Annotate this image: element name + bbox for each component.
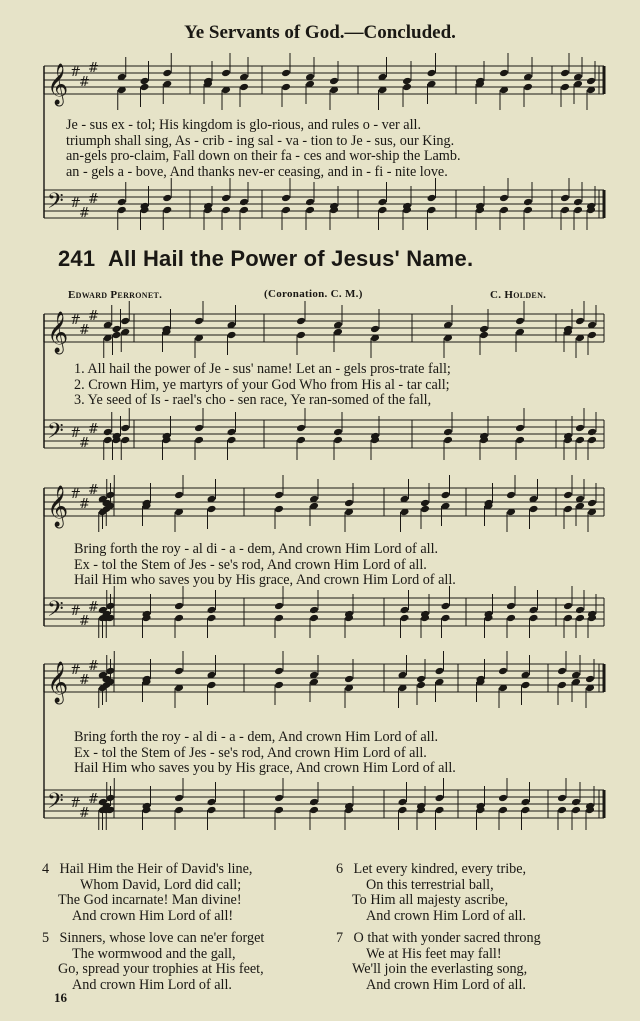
stanza-line: Go, spread your trophies at His feet, — [58, 961, 264, 978]
svg-text:#: # — [88, 309, 99, 324]
stanza-line: And crown Him Lord of all! — [72, 907, 234, 924]
stanza-line: Let every kindred, every tribe, — [353, 861, 527, 877]
concluded-hymn-heading: Ye Servants of God.—Concluded. — [184, 22, 456, 43]
svg-text:#: # — [88, 422, 99, 437]
lyric-line: 2. Crown Him, ye martyrs of your God Who from His al - tar call; — [74, 376, 450, 393]
svg-text:#: # — [79, 75, 90, 90]
lyric-line: Ex - tol the Stem of Jes - se's rod, And crown Him Lord of all. — [74, 556, 427, 573]
system1-lyrics — [74, 362, 451, 409]
svg-text:#: # — [88, 61, 99, 76]
stanza-7 — [336, 931, 541, 993]
lyric-line: Hail Him who saves you by His grace, And crown Him Lord of all. — [74, 760, 456, 776]
top-lyrics — [66, 118, 461, 180]
svg-text:#: # — [70, 604, 81, 619]
stanza-number: 6 — [336, 861, 344, 877]
svg-text:𝄢: 𝄢 — [47, 597, 64, 627]
stanza-line: We at His feet may fall! — [366, 945, 502, 962]
svg-text:#: # — [70, 313, 81, 328]
svg-text:𝄢: 𝄢 — [47, 789, 64, 819]
hymn-title: All Hail the Power of Jesus' Name. — [107, 246, 474, 271]
svg-text:𝄢: 𝄢 — [47, 419, 64, 449]
stanza-number: 4 — [42, 861, 50, 877]
lyric-line: Ex - tol the Stem of Jes - se's rod, And crown Him Lord of all. — [74, 744, 427, 761]
stanza-4 — [42, 862, 252, 924]
svg-text:𝄞: 𝄞 — [47, 64, 69, 105]
svg-text:#: # — [79, 673, 90, 688]
svg-text:#: # — [79, 497, 90, 512]
svg-text:#: # — [70, 426, 81, 441]
svg-text:#: # — [70, 65, 81, 80]
svg-text:#: # — [70, 796, 81, 811]
lyric-line: an-gels pro-claim, Fall down on their fa - ces and wor-ship the Lamb. — [66, 148, 461, 164]
lyric-line: an - gels a - bove, And thanks nev-er ceasing, and in - fi - nite love. — [66, 163, 448, 180]
svg-text:𝄞: 𝄞 — [47, 662, 69, 703]
svg-text:#: # — [79, 806, 90, 821]
svg-text:#: # — [70, 196, 81, 211]
svg-text:#: # — [88, 192, 99, 207]
lyric-line: 1. All hail the power of Je - sus' name! Let an - gels pros-trate fall; — [74, 361, 451, 377]
stanza-line: And crown Him Lord of all. — [72, 976, 232, 993]
system3-lyrics — [74, 730, 456, 777]
lyric-line: triumph shall sing, As - crib - ing sal - va - tion to Je - sus, our King. — [66, 132, 455, 149]
composer: C. Holden. — [490, 289, 547, 301]
hymn-title-line — [58, 246, 473, 272]
svg-text:#: # — [88, 483, 99, 498]
stanza-line: The wormwood and the gall, — [72, 945, 236, 962]
svg-text:𝄢: 𝄢 — [47, 189, 64, 219]
svg-text:#: # — [88, 659, 99, 674]
stanza-line: The God incarnate! Man divine! — [58, 892, 242, 909]
stanza-line: On this terrestrial ball, — [366, 876, 494, 893]
tune-name: (Coronation. C. M.) — [264, 288, 363, 300]
stanza-6 — [336, 862, 526, 924]
svg-text:𝄞: 𝄞 — [47, 312, 69, 353]
svg-text:#: # — [70, 487, 81, 502]
svg-text:#: # — [88, 600, 99, 615]
lyric-line: Bring forth the roy - al di - a - dem, And crown Him Lord of all. — [74, 541, 439, 557]
stanza-line: O that with yonder sacred throng — [353, 930, 541, 946]
system2-lyrics — [74, 542, 456, 589]
svg-text:#: # — [70, 663, 81, 678]
stanza-5 — [42, 931, 264, 993]
lyric-line: Hail Him who saves you by His grace, And crown Him Lord of all. — [74, 572, 456, 588]
stanza-line: Whom David, Lord did call; — [80, 876, 242, 893]
hymn-number: 241 — [58, 246, 96, 271]
lyric-line: 3. Ye seed of Is - rael's cho - sen race, Ye ran-somed of the fall, — [74, 392, 432, 408]
stanza-line: Hail Him the Heir of David's line, — [59, 861, 253, 877]
stanza-line: We'll join the everlasting song, — [352, 961, 528, 978]
svg-text:#: # — [88, 792, 99, 807]
author: Edward Perronet. — [68, 289, 163, 301]
svg-text:#: # — [79, 323, 90, 338]
stanza-line: And crown Him Lord of all. — [366, 976, 526, 993]
lyric-line: Je - sus ex - tol; His kingdom is glo-rious, and rules o - ver all. — [66, 117, 422, 133]
stanza-line: And crown Him Lord of all. — [366, 907, 526, 924]
lyric-line: Bring forth the roy - al di - a - dem, And crown Him Lord of all. — [74, 729, 439, 745]
stanza-line: Sinners, whose love can ne'er forget — [59, 930, 265, 946]
stanza-line: To Him all majesty ascribe, — [352, 892, 509, 909]
svg-text:𝄞: 𝄞 — [47, 486, 69, 527]
svg-text:#: # — [79, 436, 90, 451]
page-number: 16 — [54, 990, 67, 1005]
stanza-number: 7 — [336, 930, 344, 946]
stanza-number: 5 — [42, 930, 50, 946]
svg-text:#: # — [79, 614, 90, 629]
svg-text:#: # — [79, 206, 90, 221]
